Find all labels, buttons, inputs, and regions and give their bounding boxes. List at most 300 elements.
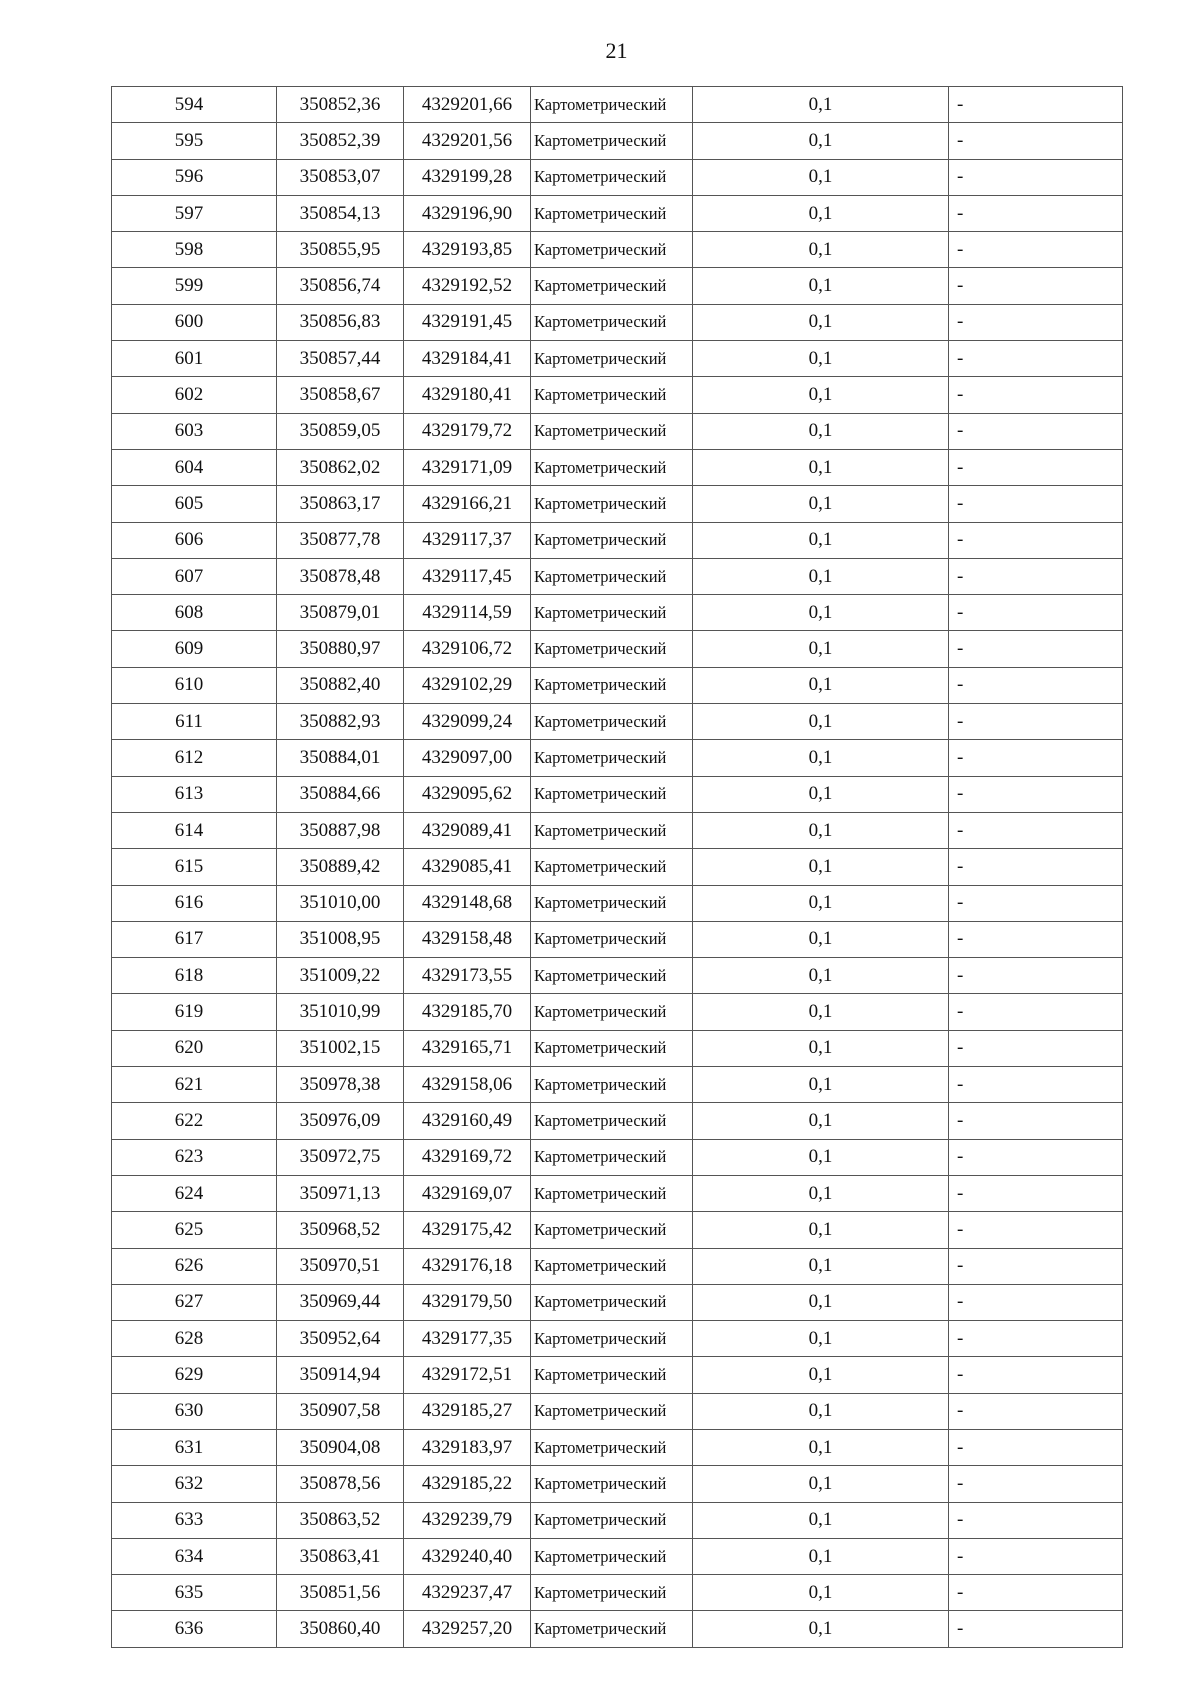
y-coordinate-cell: 4329160,49 xyxy=(404,1103,531,1139)
x-coordinate-cell: 350852,39 xyxy=(277,123,404,159)
x-coordinate-cell: 351010,99 xyxy=(277,994,404,1030)
x-coordinate-cell: 350878,48 xyxy=(277,558,404,594)
note-cell: - xyxy=(949,595,1123,631)
y-coordinate-cell: 4329179,50 xyxy=(404,1284,531,1320)
x-coordinate-cell: 350859,05 xyxy=(277,413,404,449)
table-row xyxy=(112,704,1123,740)
accuracy-cell: 0,1 xyxy=(693,1212,949,1248)
table-row xyxy=(112,921,1123,957)
y-coordinate-cell: 4329148,68 xyxy=(404,885,531,921)
y-coordinate-cell: 4329191,45 xyxy=(404,304,531,340)
x-coordinate-cell: 350853,07 xyxy=(277,159,404,195)
method-cell: Картометрический xyxy=(531,921,693,957)
method-cell: Картометрический xyxy=(531,885,693,921)
note-cell: - xyxy=(949,159,1123,195)
x-coordinate-cell: 350889,42 xyxy=(277,849,404,885)
point-number-cell: 601 xyxy=(112,341,277,377)
page-number: 21 xyxy=(605,38,628,63)
table-row xyxy=(112,1611,1123,1647)
note-cell: - xyxy=(949,1393,1123,1429)
accuracy-cell: 0,1 xyxy=(693,486,949,522)
point-number-cell: 634 xyxy=(112,1538,277,1574)
table-row xyxy=(112,1502,1123,1538)
point-number-cell: 610 xyxy=(112,667,277,703)
point-number-cell: 614 xyxy=(112,812,277,848)
accuracy-cell: 0,1 xyxy=(693,1321,949,1357)
table-row xyxy=(112,595,1123,631)
method-cell: Картометрический xyxy=(531,159,693,195)
point-number-cell: 599 xyxy=(112,268,277,304)
accuracy-cell: 0,1 xyxy=(693,558,949,594)
x-coordinate-cell: 350858,67 xyxy=(277,377,404,413)
note-cell: - xyxy=(949,958,1123,994)
y-coordinate-cell: 4329185,70 xyxy=(404,994,531,1030)
y-coordinate-cell: 4329102,29 xyxy=(404,667,531,703)
method-cell: Картометрический xyxy=(531,1321,693,1357)
point-number-cell: 609 xyxy=(112,631,277,667)
y-coordinate-cell: 4329185,22 xyxy=(404,1466,531,1502)
point-number-cell: 607 xyxy=(112,558,277,594)
method-cell: Картометрический xyxy=(531,377,693,413)
method-cell: Картометрический xyxy=(531,413,693,449)
table-row xyxy=(112,1030,1123,1066)
accuracy-cell: 0,1 xyxy=(693,958,949,994)
method-cell: Картометрический xyxy=(531,1248,693,1284)
point-number-cell: 605 xyxy=(112,486,277,522)
note-cell: - xyxy=(949,1103,1123,1139)
note-cell: - xyxy=(949,1175,1123,1211)
y-coordinate-cell: 4329177,35 xyxy=(404,1321,531,1357)
accuracy-cell: 0,1 xyxy=(693,740,949,776)
accuracy-cell: 0,1 xyxy=(693,1502,949,1538)
accuracy-cell: 0,1 xyxy=(693,1248,949,1284)
table-row xyxy=(112,449,1123,485)
note-cell: - xyxy=(949,1575,1123,1611)
x-coordinate-cell: 350907,58 xyxy=(277,1393,404,1429)
accuracy-cell: 0,1 xyxy=(693,776,949,812)
method-cell: Картометрический xyxy=(531,812,693,848)
point-number-cell: 633 xyxy=(112,1502,277,1538)
method-cell: Картометрический xyxy=(531,1429,693,1465)
point-number-cell: 628 xyxy=(112,1321,277,1357)
table-row xyxy=(112,268,1123,304)
note-cell: - xyxy=(949,994,1123,1030)
x-coordinate-cell: 350904,08 xyxy=(277,1429,404,1465)
accuracy-cell: 0,1 xyxy=(693,1139,949,1175)
accuracy-cell: 0,1 xyxy=(693,885,949,921)
y-coordinate-cell: 4329099,24 xyxy=(404,704,531,740)
note-cell: - xyxy=(949,1429,1123,1465)
y-coordinate-cell: 4329089,41 xyxy=(404,812,531,848)
note-cell: - xyxy=(949,885,1123,921)
accuracy-cell: 0,1 xyxy=(693,994,949,1030)
table-row xyxy=(112,304,1123,340)
note-cell: - xyxy=(949,740,1123,776)
accuracy-cell: 0,1 xyxy=(693,1575,949,1611)
y-coordinate-cell: 4329201,66 xyxy=(404,87,531,123)
method-cell: Картометрический xyxy=(531,195,693,231)
x-coordinate-cell: 350882,40 xyxy=(277,667,404,703)
note-cell: - xyxy=(949,304,1123,340)
table-row xyxy=(112,1466,1123,1502)
x-coordinate-cell: 350884,01 xyxy=(277,740,404,776)
method-cell: Картометрический xyxy=(531,558,693,594)
point-number-cell: 604 xyxy=(112,449,277,485)
y-coordinate-cell: 4329158,06 xyxy=(404,1067,531,1103)
note-cell: - xyxy=(949,522,1123,558)
x-coordinate-cell: 350877,78 xyxy=(277,522,404,558)
y-coordinate-cell: 4329183,97 xyxy=(404,1429,531,1465)
x-coordinate-cell: 351010,00 xyxy=(277,885,404,921)
x-coordinate-cell: 350969,44 xyxy=(277,1284,404,1320)
method-cell: Картометрический xyxy=(531,1357,693,1393)
x-coordinate-cell: 350879,01 xyxy=(277,595,404,631)
note-cell: - xyxy=(949,232,1123,268)
y-coordinate-cell: 4329175,42 xyxy=(404,1212,531,1248)
accuracy-cell: 0,1 xyxy=(693,704,949,740)
x-coordinate-cell: 350863,17 xyxy=(277,486,404,522)
table-row xyxy=(112,994,1123,1030)
x-coordinate-cell: 350884,66 xyxy=(277,776,404,812)
method-cell: Картометрический xyxy=(531,631,693,667)
y-coordinate-cell: 4329171,09 xyxy=(404,449,531,485)
x-coordinate-cell: 350880,97 xyxy=(277,631,404,667)
table-row xyxy=(112,1212,1123,1248)
method-cell: Картометрический xyxy=(531,486,693,522)
note-cell: - xyxy=(949,1357,1123,1393)
x-coordinate-cell: 350970,51 xyxy=(277,1248,404,1284)
x-coordinate-cell: 350854,13 xyxy=(277,195,404,231)
method-cell: Картометрический xyxy=(531,1611,693,1647)
accuracy-cell: 0,1 xyxy=(693,595,949,631)
accuracy-cell: 0,1 xyxy=(693,522,949,558)
x-coordinate-cell: 350972,75 xyxy=(277,1139,404,1175)
y-coordinate-cell: 4329201,56 xyxy=(404,123,531,159)
note-cell: - xyxy=(949,631,1123,667)
method-cell: Картометрический xyxy=(531,704,693,740)
y-coordinate-cell: 4329237,47 xyxy=(404,1575,531,1611)
method-cell: Картометрический xyxy=(531,1466,693,1502)
accuracy-cell: 0,1 xyxy=(693,1611,949,1647)
point-number-cell: 600 xyxy=(112,304,277,340)
accuracy-cell: 0,1 xyxy=(693,1175,949,1211)
y-coordinate-cell: 4329173,55 xyxy=(404,958,531,994)
note-cell: - xyxy=(949,1611,1123,1647)
table-row xyxy=(112,558,1123,594)
y-coordinate-cell: 4329240,40 xyxy=(404,1538,531,1574)
x-coordinate-cell: 350887,98 xyxy=(277,812,404,848)
y-coordinate-cell: 4329169,07 xyxy=(404,1175,531,1211)
accuracy-cell: 0,1 xyxy=(693,413,949,449)
point-number-cell: 616 xyxy=(112,885,277,921)
note-cell: - xyxy=(949,812,1123,848)
accuracy-cell: 0,1 xyxy=(693,1538,949,1574)
accuracy-cell: 0,1 xyxy=(693,377,949,413)
y-coordinate-cell: 4329185,27 xyxy=(404,1393,531,1429)
accuracy-cell: 0,1 xyxy=(693,1466,949,1502)
table-row xyxy=(112,1175,1123,1211)
table-row xyxy=(112,849,1123,885)
method-cell: Картометрический xyxy=(531,667,693,703)
x-coordinate-cell: 350855,95 xyxy=(277,232,404,268)
table-row xyxy=(112,1284,1123,1320)
note-cell: - xyxy=(949,1502,1123,1538)
method-cell: Картометрический xyxy=(531,849,693,885)
table-row xyxy=(112,123,1123,159)
note-cell: - xyxy=(949,1067,1123,1103)
point-number-cell: 622 xyxy=(112,1103,277,1139)
y-coordinate-cell: 4329114,59 xyxy=(404,595,531,631)
table-row xyxy=(112,667,1123,703)
table-row xyxy=(112,159,1123,195)
y-coordinate-cell: 4329085,41 xyxy=(404,849,531,885)
method-cell: Картометрический xyxy=(531,1575,693,1611)
point-number-cell: 608 xyxy=(112,595,277,631)
table-row xyxy=(112,1393,1123,1429)
y-coordinate-cell: 4329117,37 xyxy=(404,522,531,558)
table-row xyxy=(112,413,1123,449)
point-number-cell: 623 xyxy=(112,1139,277,1175)
note-cell: - xyxy=(949,341,1123,377)
accuracy-cell: 0,1 xyxy=(693,1284,949,1320)
point-number-cell: 619 xyxy=(112,994,277,1030)
method-cell: Картометрический xyxy=(531,1067,693,1103)
table-row xyxy=(112,1139,1123,1175)
method-cell: Картометрический xyxy=(531,740,693,776)
y-coordinate-cell: 4329184,41 xyxy=(404,341,531,377)
method-cell: Картометрический xyxy=(531,595,693,631)
table-row xyxy=(112,1575,1123,1611)
table-row xyxy=(112,1321,1123,1357)
point-number-cell: 636 xyxy=(112,1611,277,1647)
table-row xyxy=(112,232,1123,268)
note-cell: - xyxy=(949,268,1123,304)
table-row xyxy=(112,776,1123,812)
accuracy-cell: 0,1 xyxy=(693,667,949,703)
accuracy-cell: 0,1 xyxy=(693,1103,949,1139)
accuracy-cell: 0,1 xyxy=(693,123,949,159)
method-cell: Картометрический xyxy=(531,1030,693,1066)
y-coordinate-cell: 4329117,45 xyxy=(404,558,531,594)
point-number-cell: 632 xyxy=(112,1466,277,1502)
y-coordinate-cell: 4329165,71 xyxy=(404,1030,531,1066)
method-cell: Картометрический xyxy=(531,304,693,340)
y-coordinate-cell: 4329166,21 xyxy=(404,486,531,522)
point-number-cell: 621 xyxy=(112,1067,277,1103)
y-coordinate-cell: 4329169,72 xyxy=(404,1139,531,1175)
note-cell: - xyxy=(949,1212,1123,1248)
x-coordinate-cell: 350952,64 xyxy=(277,1321,404,1357)
note-cell: - xyxy=(949,1284,1123,1320)
note-cell: - xyxy=(949,1538,1123,1574)
accuracy-cell: 0,1 xyxy=(693,1030,949,1066)
table-row xyxy=(112,1357,1123,1393)
x-coordinate-cell: 350856,74 xyxy=(277,268,404,304)
accuracy-cell: 0,1 xyxy=(693,1067,949,1103)
table-row xyxy=(112,958,1123,994)
y-coordinate-cell: 4329176,18 xyxy=(404,1248,531,1284)
note-cell: - xyxy=(949,413,1123,449)
note-cell: - xyxy=(949,1248,1123,1284)
x-coordinate-cell: 350856,83 xyxy=(277,304,404,340)
y-coordinate-cell: 4329257,20 xyxy=(404,1611,531,1647)
point-number-cell: 626 xyxy=(112,1248,277,1284)
y-coordinate-cell: 4329158,48 xyxy=(404,921,531,957)
table-row xyxy=(112,486,1123,522)
note-cell: - xyxy=(949,704,1123,740)
note-cell: - xyxy=(949,1139,1123,1175)
note-cell: - xyxy=(949,1321,1123,1357)
x-coordinate-cell: 350863,52 xyxy=(277,1502,404,1538)
x-coordinate-cell: 350882,93 xyxy=(277,704,404,740)
table-body xyxy=(112,87,1123,1648)
point-number-cell: 611 xyxy=(112,704,277,740)
method-cell: Картометрический xyxy=(531,1139,693,1175)
accuracy-cell: 0,1 xyxy=(693,849,949,885)
point-number-cell: 630 xyxy=(112,1393,277,1429)
method-cell: Картометрический xyxy=(531,1212,693,1248)
note-cell: - xyxy=(949,849,1123,885)
y-coordinate-cell: 4329192,52 xyxy=(404,268,531,304)
point-number-cell: 596 xyxy=(112,159,277,195)
accuracy-cell: 0,1 xyxy=(693,812,949,848)
y-coordinate-cell: 4329239,79 xyxy=(404,1502,531,1538)
table-row xyxy=(112,522,1123,558)
method-cell: Картометрический xyxy=(531,1284,693,1320)
x-coordinate-cell: 350851,56 xyxy=(277,1575,404,1611)
table-row xyxy=(112,1429,1123,1465)
table-row xyxy=(112,1248,1123,1284)
point-number-cell: 625 xyxy=(112,1212,277,1248)
x-coordinate-cell: 350860,40 xyxy=(277,1611,404,1647)
point-number-cell: 635 xyxy=(112,1575,277,1611)
x-coordinate-cell: 350863,41 xyxy=(277,1538,404,1574)
accuracy-cell: 0,1 xyxy=(693,304,949,340)
x-coordinate-cell: 350857,44 xyxy=(277,341,404,377)
accuracy-cell: 0,1 xyxy=(693,1393,949,1429)
note-cell: - xyxy=(949,1030,1123,1066)
accuracy-cell: 0,1 xyxy=(693,449,949,485)
note-cell: - xyxy=(949,558,1123,594)
point-number-cell: 602 xyxy=(112,377,277,413)
method-cell: Картометрический xyxy=(531,1175,693,1211)
y-coordinate-cell: 4329179,72 xyxy=(404,413,531,449)
y-coordinate-cell: 4329199,28 xyxy=(404,159,531,195)
x-coordinate-cell: 350968,52 xyxy=(277,1212,404,1248)
point-number-cell: 603 xyxy=(112,413,277,449)
x-coordinate-cell: 350978,38 xyxy=(277,1067,404,1103)
x-coordinate-cell: 350852,36 xyxy=(277,87,404,123)
x-coordinate-cell: 350878,56 xyxy=(277,1466,404,1502)
table-row xyxy=(112,341,1123,377)
accuracy-cell: 0,1 xyxy=(693,195,949,231)
method-cell: Картометрический xyxy=(531,341,693,377)
point-number-cell: 629 xyxy=(112,1357,277,1393)
accuracy-cell: 0,1 xyxy=(693,1357,949,1393)
point-number-cell: 627 xyxy=(112,1284,277,1320)
point-number-cell: 612 xyxy=(112,740,277,776)
accuracy-cell: 0,1 xyxy=(693,921,949,957)
method-cell: Картометрический xyxy=(531,449,693,485)
table-row xyxy=(112,377,1123,413)
point-number-cell: 620 xyxy=(112,1030,277,1066)
y-coordinate-cell: 4329095,62 xyxy=(404,776,531,812)
x-coordinate-cell: 351002,15 xyxy=(277,1030,404,1066)
point-number-cell: 618 xyxy=(112,958,277,994)
table-row xyxy=(112,1538,1123,1574)
note-cell: - xyxy=(949,1466,1123,1502)
x-coordinate-cell: 351009,22 xyxy=(277,958,404,994)
method-cell: Картометрический xyxy=(531,1502,693,1538)
point-number-cell: 606 xyxy=(112,522,277,558)
point-number-cell: 624 xyxy=(112,1175,277,1211)
note-cell: - xyxy=(949,486,1123,522)
x-coordinate-cell: 351008,95 xyxy=(277,921,404,957)
point-number-cell: 631 xyxy=(112,1429,277,1465)
x-coordinate-cell: 350971,13 xyxy=(277,1175,404,1211)
note-cell: - xyxy=(949,123,1123,159)
method-cell: Картометрический xyxy=(531,1103,693,1139)
note-cell: - xyxy=(949,87,1123,123)
table-row xyxy=(112,885,1123,921)
note-cell: - xyxy=(949,449,1123,485)
method-cell: Картометрический xyxy=(531,1393,693,1429)
y-coordinate-cell: 4329180,41 xyxy=(404,377,531,413)
table-row xyxy=(112,740,1123,776)
table-row xyxy=(112,1103,1123,1139)
point-number-cell: 594 xyxy=(112,87,277,123)
method-cell: Картометрический xyxy=(531,522,693,558)
method-cell: Картометрический xyxy=(531,232,693,268)
point-number-cell: 615 xyxy=(112,849,277,885)
accuracy-cell: 0,1 xyxy=(693,1429,949,1465)
accuracy-cell: 0,1 xyxy=(693,268,949,304)
method-cell: Картометрический xyxy=(531,776,693,812)
y-coordinate-cell: 4329196,90 xyxy=(404,195,531,231)
note-cell: - xyxy=(949,921,1123,957)
method-cell: Картометрический xyxy=(531,1538,693,1574)
point-number-cell: 617 xyxy=(112,921,277,957)
y-coordinate-cell: 4329172,51 xyxy=(404,1357,531,1393)
point-number-cell: 613 xyxy=(112,776,277,812)
table-row xyxy=(112,631,1123,667)
table-row xyxy=(112,812,1123,848)
x-coordinate-cell: 350976,09 xyxy=(277,1103,404,1139)
accuracy-cell: 0,1 xyxy=(693,232,949,268)
note-cell: - xyxy=(949,667,1123,703)
x-coordinate-cell: 350862,02 xyxy=(277,449,404,485)
table-row xyxy=(112,195,1123,231)
accuracy-cell: 0,1 xyxy=(693,159,949,195)
method-cell: Картометрический xyxy=(531,123,693,159)
note-cell: - xyxy=(949,195,1123,231)
table-row xyxy=(112,1067,1123,1103)
y-coordinate-cell: 4329097,00 xyxy=(404,740,531,776)
point-number-cell: 598 xyxy=(112,232,277,268)
note-cell: - xyxy=(949,377,1123,413)
accuracy-cell: 0,1 xyxy=(693,341,949,377)
table-row xyxy=(112,87,1123,123)
note-cell: - xyxy=(949,776,1123,812)
coordinates-table xyxy=(111,86,1123,1648)
accuracy-cell: 0,1 xyxy=(693,631,949,667)
point-number-cell: 597 xyxy=(112,195,277,231)
point-number-cell: 595 xyxy=(112,123,277,159)
method-cell: Картометрический xyxy=(531,994,693,1030)
method-cell: Картометрический xyxy=(531,268,693,304)
method-cell: Картометрический xyxy=(531,958,693,994)
accuracy-cell: 0,1 xyxy=(693,87,949,123)
